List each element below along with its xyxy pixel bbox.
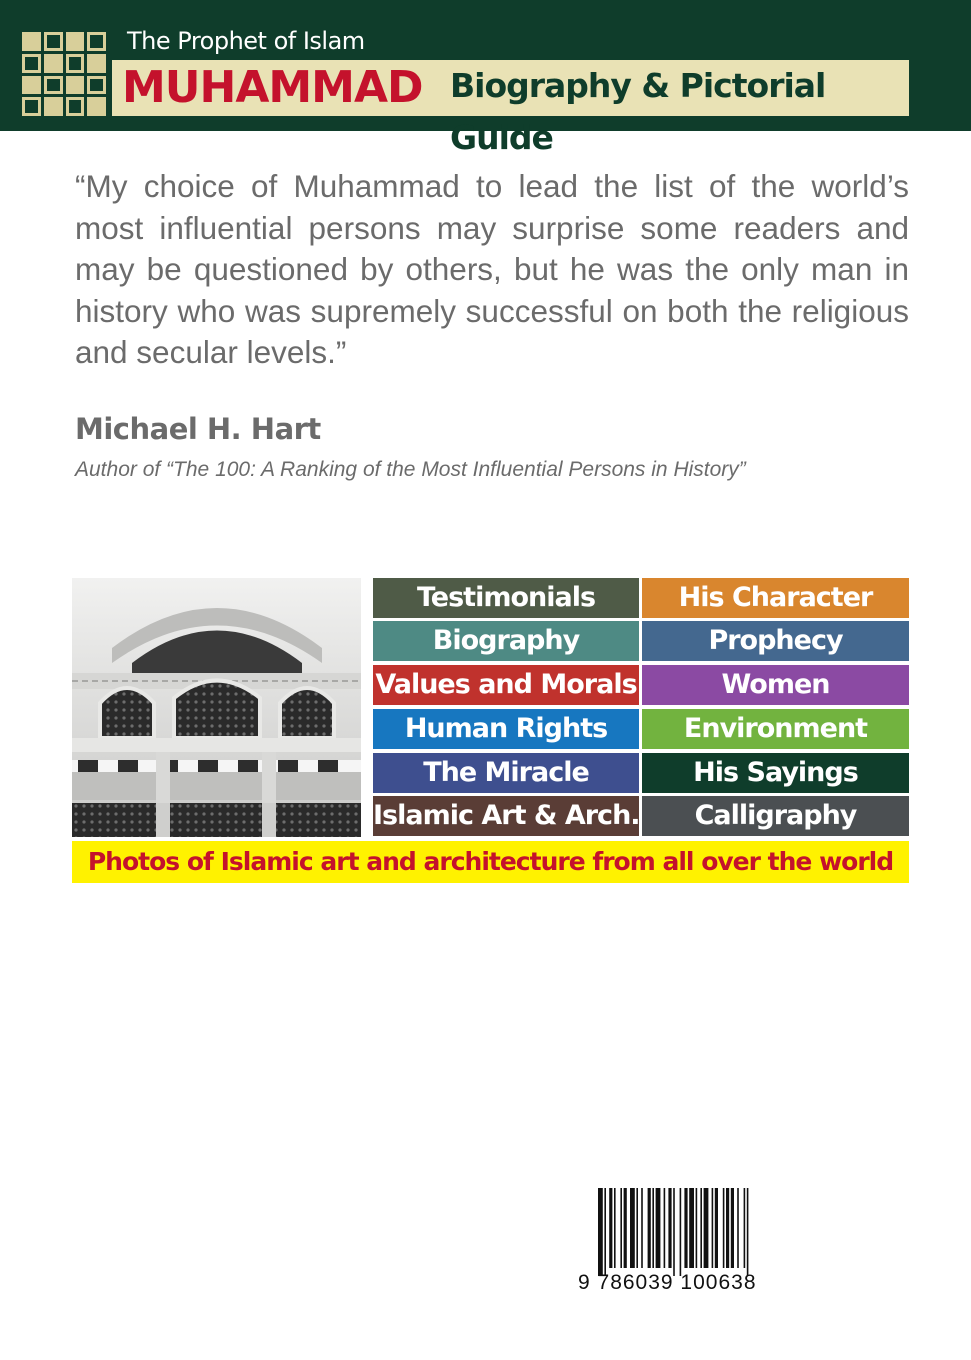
barcode-bar [737,1188,739,1268]
barcode-bar [641,1188,643,1268]
topic-calligraphy[interactable]: Calligraphy [642,796,909,836]
barcode-bar [744,1188,746,1268]
barcode-bar [704,1188,709,1268]
barcode-bar [689,1188,694,1268]
barcode-bar [726,1188,729,1268]
topic-biography[interactable]: Biography [373,621,639,661]
topic-testimonials[interactable]: Testimonials [373,578,639,618]
barcode-bars-icon [570,1180,812,1276]
topic-the-miracle[interactable]: The Miracle [373,753,639,793]
book-title: MUHAMMAD [122,62,423,113]
topic-his-sayings[interactable]: His Sayings [642,753,909,793]
topic-human-rights[interactable]: Human Rights [373,709,639,749]
topic-islamic-art-arch[interactable]: Islamic Art & Arch. [373,796,639,836]
barcode-bar [723,1188,725,1268]
barcode-bar [673,1188,675,1276]
header-band [0,0,971,157]
barcode-bar [668,1188,671,1268]
book-subtitle: The Prophet of Islam [127,27,365,55]
barcode-bar [614,1188,616,1268]
islamic-architecture-photo [72,578,361,837]
barcode-bar [648,1188,651,1268]
book-tagline: Biography & Pictorial Guide [450,66,826,157]
barcode-bar [609,1188,612,1268]
barcode-bar [604,1188,606,1276]
barcode-bar [684,1188,687,1268]
topic-values-and-morals[interactable]: Values and Morals [373,665,639,705]
barcode-bar [664,1188,666,1268]
barcode-bar [696,1188,698,1268]
barcode-bar [620,1188,622,1268]
muhammad-kufic-logo-icon [22,32,106,116]
photos-banner: Photos of Islamic art and architecture from all over the world [72,841,909,883]
barcode-bar [624,1188,627,1268]
topic-women[interactable]: Women [642,665,909,705]
topic-environment[interactable]: Environment [642,709,909,749]
title-bar [112,60,909,157]
barcode-bar [652,1188,654,1268]
barcode-bar [700,1188,702,1268]
quote-text: “My choice of Muhammad to lead the list of the world’s most influential persons may surprise some readers and may be questioned by others, but he was the only man in history who was supremely successful on both the religious and secular levels.” [75,168,909,370]
barcode-bar [630,1188,635,1268]
topic-prophecy[interactable]: Prophecy [642,621,909,661]
architecture-photo-icon [72,578,361,837]
topic-his-character[interactable]: His Character [642,578,909,618]
barcode-bar [680,1188,682,1276]
barcode-bar [598,1188,603,1276]
barcode-bar [715,1188,718,1268]
isbn-number: 9 786039 100638 [578,1271,757,1294]
quote-author: Michael H. Hart [75,412,321,446]
barcode-bar [747,1188,749,1276]
barcode-bar [731,1188,734,1268]
barcode-bar [656,1188,661,1268]
author-note: Author of “The 100: A Ranking of the Most Influential Persons in History” [75,458,746,481]
barcode-bar [636,1188,638,1268]
barcode-bar [712,1188,714,1268]
